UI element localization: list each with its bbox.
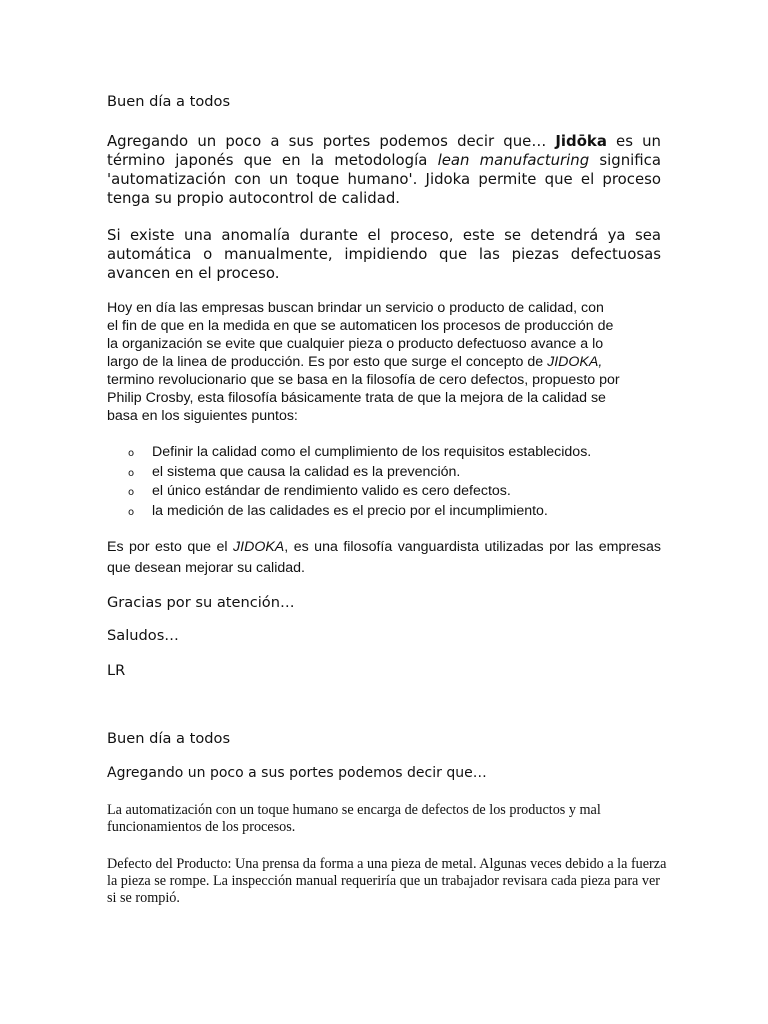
paragraph-product-defect: Defecto del Producto: Una prensa da forma a una pieza de metal. Algunas veces debido a la fuerza la pieza se rompe. La inspección manual requeriría que un trabajador revisara cada pieza para ver si se rompió. xyxy=(107,856,667,906)
paragraph-anomaly: Si existe una anomalía durante el proceso, este se detendrá ya sea automática o manualmente, impidiendo que las piezas defectuosas avancen en el proceso. xyxy=(107,226,661,282)
paragraph-line: termino revolucionario que se basa en la filosofía de cero defectos, propuesto por xyxy=(107,372,620,388)
list-item xyxy=(128,482,591,502)
term-jidoka: Jidōka xyxy=(555,132,607,150)
term-jidoka-italic: JIDOKA, xyxy=(547,354,603,370)
list-item xyxy=(128,463,591,483)
paragraph-text: , es una filosofía vanguardista utilizadas por las empresas que desean mejorar su calidad. xyxy=(107,539,661,576)
paragraph-text: Es por esto que el xyxy=(107,539,234,555)
intro-line-2: Agregando un poco a sus portes podemos decir que… xyxy=(107,765,487,781)
paragraph-line: Hoy en día las empresas buscan brindar un servicio o producto de calidad, con xyxy=(107,300,604,316)
paragraph-line: basa en los siguientes puntos: xyxy=(107,408,298,424)
term-jidoka-italic: JIDOKA xyxy=(233,539,285,555)
paragraph-companies xyxy=(107,299,687,425)
paragraph-text: Agregando un poco a sus portes podemos decir que… xyxy=(107,132,556,150)
paragraph-conclusion xyxy=(107,537,661,579)
list-item-text: el sistema que causa la calidad es la prevención. xyxy=(152,463,461,480)
regards-line: Saludos… xyxy=(107,627,179,644)
greeting-2: Buen día a todos xyxy=(107,730,231,747)
list-item-text: el único estándar de rendimiento valido es cero defectos. xyxy=(152,483,511,499)
greeting-1: Buen día a todos xyxy=(107,93,231,110)
bullet-list xyxy=(128,443,591,521)
list-item-text: la medición de las calidades es el precio por el incumplimiento. xyxy=(152,502,548,519)
bullet-marker: o xyxy=(128,467,135,479)
paragraph-text: significa 'automatización con un toque humano'. Jidoka permite que el proceso tenga su propio autocontrol de calidad. xyxy=(107,151,661,207)
bullet-marker: o xyxy=(128,487,135,498)
paragraph-line: largo de la linea de producción. Es por esto que surge el concepto de xyxy=(107,354,548,370)
thanks-line: Gracias por su atención… xyxy=(107,594,295,611)
paragraph-text: es un término japonés que en la metodología xyxy=(107,132,661,169)
paragraph-line: la organización se evite que cualquier pieza o producto defectuoso avance a lo xyxy=(107,336,604,352)
paragraph-automation: La automatización con un toque humano se encarga de defectos de los productos y mal funcionamientos de los procesos. xyxy=(107,802,601,835)
list-item xyxy=(128,502,591,522)
bullet-marker: o xyxy=(128,506,135,518)
signature: LR xyxy=(107,662,126,679)
list-item-text: Definir la calidad como el cumplimiento de los requisitos establecidos. xyxy=(152,444,592,460)
paragraph-line: el fin de que en la medida en que se automaticen los procesos de producción de xyxy=(107,318,614,334)
paragraph-line: Philip Crosby, esta filosofía básicamente trata de que la mejora de la calidad se xyxy=(107,390,606,406)
term-lean-manufacturing: lean manufacturing xyxy=(437,151,590,169)
paragraph-jidoka-definition xyxy=(107,132,661,208)
bullet-marker: o xyxy=(128,448,135,459)
list-item xyxy=(128,443,591,463)
